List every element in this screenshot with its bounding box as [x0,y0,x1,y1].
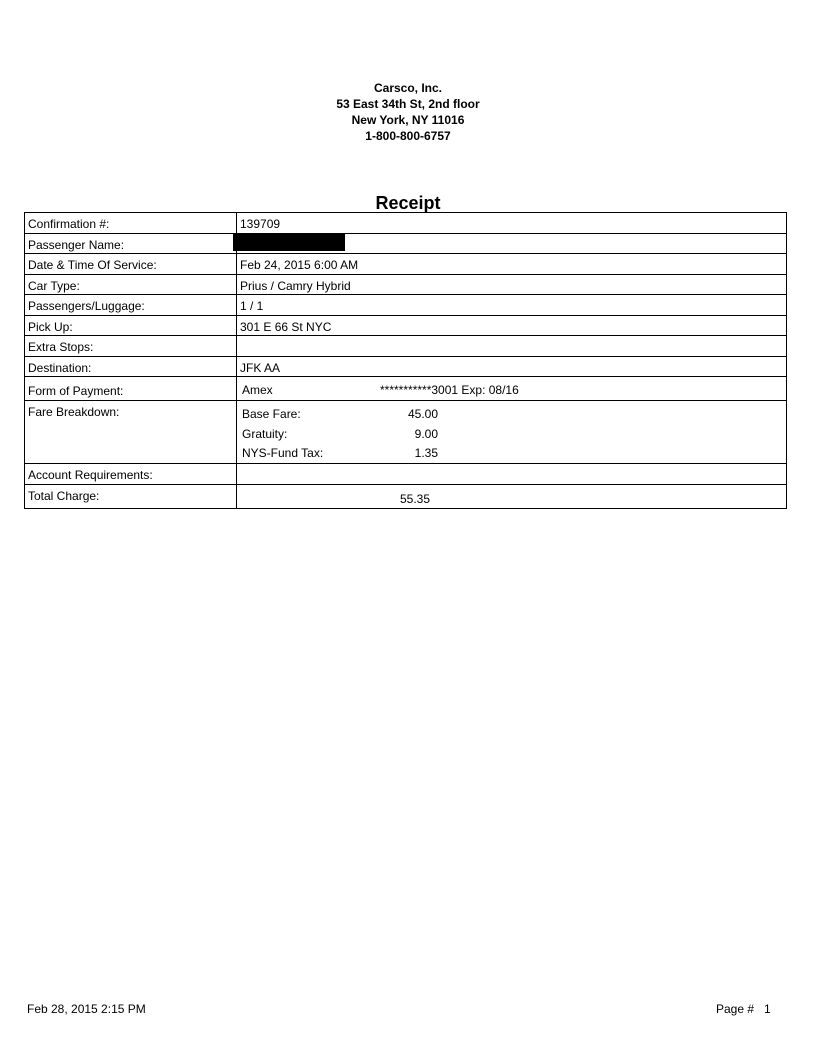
redaction-block [233,233,345,251]
row-account-requirements [25,464,786,485]
row-confirmation [25,213,786,234]
row-passengers-luggage [25,295,786,316]
footer-printed-date: Feb 28, 2015 2:15 PM [27,1002,146,1016]
service-datetime-label: Date & Time Of Service: [25,254,237,274]
page-label: Page # [716,1002,755,1016]
car-type-label: Car Type: [25,275,237,295]
row-extra-stops [25,336,786,357]
fare-line-tax [242,446,642,462]
company-address-line1: 53 East 34th St, 2nd floor [336,97,480,111]
total-charge-label: Total Charge: [25,485,237,508]
confirmation-value: 139709 [240,217,281,231]
row-pick-up [25,316,786,337]
row-total-charge [25,485,786,509]
receipt-title: Receipt [375,193,441,213]
extra-stops-label: Extra Stops: [25,336,237,356]
total-charge-cell [237,485,786,508]
row-passenger-name [25,234,786,255]
total-charge-value: 55.35 [400,491,431,506]
passenger-name-value [237,234,786,254]
nys-fund-tax-amount: 1.35 [414,446,438,460]
base-fare-label: Base Fare: [242,407,301,421]
page-number: 1 [764,1002,771,1016]
passengers-luggage-value: 1 / 1 [240,299,264,313]
fare-breakdown-label: Fare Breakdown: [25,401,237,463]
destination-value: JFK AA [240,360,281,375]
fare-line-base [242,407,642,423]
passenger-name-label: Passenger Name: [25,234,237,254]
nys-fund-tax-label: NYS-Fund Tax: [242,446,324,460]
form-of-payment-label: Form of Payment: [25,377,237,400]
row-service-datetime [25,254,786,275]
company-header [0,80,816,144]
passengers-luggage-label: Passengers/Luggage: [25,295,237,315]
company-phone: 1-800-800-6757 [365,129,451,143]
extra-stops-value [237,336,786,356]
receipt-table [24,212,787,509]
form-of-payment-value [237,377,786,400]
footer-page [716,1002,771,1016]
company-address-line2: New York, NY 11016 [351,113,465,127]
row-car-type [25,275,786,296]
company-name: Carsco, Inc. [373,81,443,95]
row-destination [25,357,786,378]
pick-up-label: Pick Up: [25,316,237,336]
car-type-value: Prius / Camry Hybrid [240,278,351,293]
account-requirements-value [237,464,786,484]
service-datetime-value: Feb 24, 2015 6:00 AM [240,258,359,272]
pick-up-value: 301 E 66 St NYC [240,319,332,334]
account-requirements-label: Account Requirements: [25,464,237,484]
payment-method: Amex [242,383,273,397]
base-fare-amount: 45.00 [407,407,438,421]
fare-breakdown-value [237,401,786,463]
destination-label: Destination: [25,357,237,377]
fare-line-gratuity [242,427,642,443]
gratuity-amount: 9.00 [414,427,438,441]
gratuity-label: Gratuity: [242,427,288,441]
confirmation-label: Confirmation #: [25,213,237,233]
row-form-of-payment [25,377,786,401]
payment-card: ***********3001 Exp: 08/16 [380,383,519,397]
row-fare-breakdown [25,401,786,464]
